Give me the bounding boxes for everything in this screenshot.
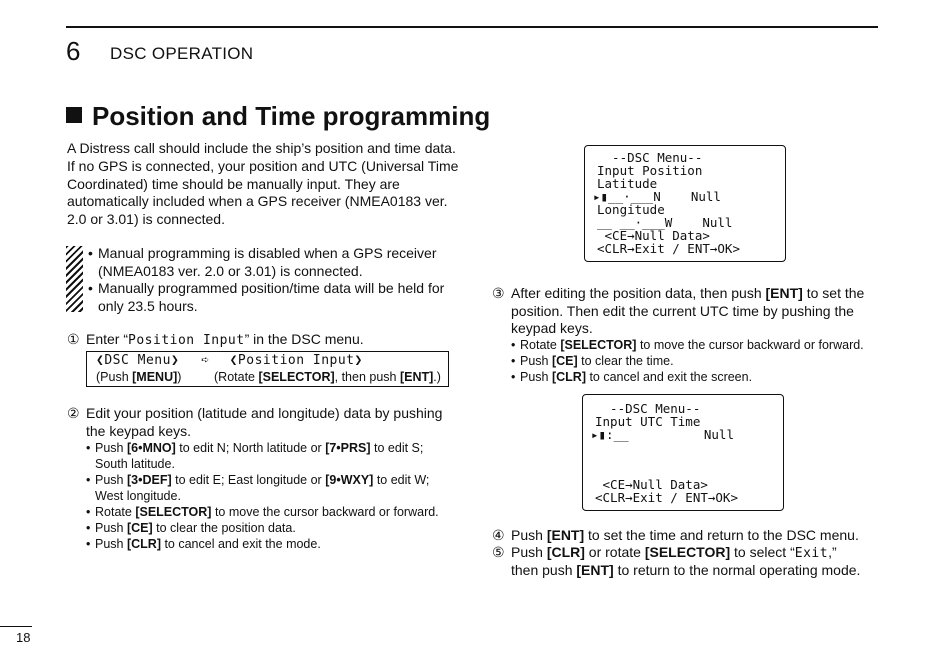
- menu-path: ❮DSC Menu❯ ➪ ❮Position Input❯: [96, 353, 363, 368]
- header-rule: [66, 26, 878, 28]
- step-5: ⑤ Push [CLR] or rotate [SELECTOR] to select “Exit,”: [492, 544, 837, 561]
- screen-line: Longitude: [597, 202, 665, 217]
- screen-line: Input Position: [597, 163, 703, 178]
- lcd-screen-utc: [582, 394, 784, 511]
- screen-line: <CLR→Exit / ENT→OK>: [595, 490, 738, 505]
- sub-item: • Push [CE] to clear the position data.: [86, 521, 296, 535]
- step-2: ② Edit your position (latitude and longitude) data by pushing the keypad keys.: [67, 405, 443, 439]
- notes-list: [88, 245, 464, 315]
- rotate-selector-note: (Rotate [SELECTOR], then push [ENT].): [214, 370, 441, 384]
- lcd-screen-position: [584, 145, 786, 262]
- step-2-subitems: [86, 440, 456, 552]
- menu-path-box: [86, 351, 449, 387]
- lcd-text: Exit: [794, 546, 829, 561]
- lcd-text: Position Input: [128, 333, 245, 348]
- step-3-subitems: [511, 337, 881, 385]
- arrow-right-icon: ➪: [201, 353, 210, 368]
- screen-line: ▸▮__·___N Null: [593, 189, 721, 204]
- sub-item: • Rotate [SELECTOR] to move the cursor backward or forward.: [86, 505, 439, 519]
- page-number: 18: [16, 630, 31, 645]
- sub-item: • Push [CLR] to cancel and exit the screen.: [511, 370, 753, 384]
- screen-line: __ __·___W Null: [597, 215, 733, 230]
- sub-item: • Push [CE] to clear the time.: [511, 354, 674, 368]
- screen-line: Input UTC Time: [595, 414, 701, 429]
- step-4: ④ Push [ENT] to set the time and return to the DSC menu.: [492, 527, 859, 543]
- screen-line: <CLR→Exit / ENT→OK>: [597, 241, 740, 256]
- step-1: ① Enter “Position Input” in the DSC menu.: [67, 331, 364, 348]
- step-5-line-2: then push [ENT] to return to the normal operating mode.: [511, 562, 861, 578]
- page-number-rule: [0, 626, 32, 627]
- note-item: • Manually programmed position/time data will be held for only 23.5 hours.: [88, 280, 445, 314]
- chapter-number: 6: [66, 36, 81, 66]
- screen-line: --DSC Menu--: [597, 150, 703, 165]
- sub-item: • Push [6•MNO] to edit N; North latitude or [7•PRS] to edit S; South latitude.: [86, 441, 424, 471]
- screen-line: Latitude: [597, 176, 658, 191]
- sub-item: • Push [CLR] to cancel and exit the mode.: [86, 537, 321, 551]
- intro-paragraph: A Distress call should include the ship’s position and time data. If no GPS is connected, your position and UTC (Universal Time Coordinated) time should be manually input. They are automatically included when a GPS receiver (NMEA0183 ver. 2.0 or 3.01) is connected.: [67, 140, 459, 228]
- step-3: ③ After editing the position data, then push [ENT] to set the position. Then edit the current UTC time by pushing the keypad keys.: [492, 285, 865, 336]
- square-bullet-icon: [66, 107, 82, 123]
- sub-item: • Push [3•DEF] to edit E; East longitude or [9•WXY] to edit W; West longitude.: [86, 473, 430, 503]
- screen-line: <CE→Null Data>: [597, 228, 710, 243]
- screen-line: <CE→Null Data>: [595, 477, 708, 492]
- push-menu-note: (Push [MENU]): [96, 370, 182, 384]
- note-hatch-icon: [66, 246, 83, 312]
- sub-item: • Rotate [SELECTOR] to move the cursor backward or forward.: [511, 338, 864, 352]
- chapter-title: DSC OPERATION: [110, 44, 254, 63]
- screen-line: --DSC Menu--: [595, 401, 701, 416]
- screen-line: ▸▮:__ Null: [591, 427, 734, 442]
- section-title-text: Position and Time programming: [92, 101, 491, 131]
- section-title: [66, 100, 490, 132]
- note-item: • Manual programming is disabled when a GPS receiver (NMEA0183 ver. 2.0 or 3.01) is connected.: [88, 245, 437, 279]
